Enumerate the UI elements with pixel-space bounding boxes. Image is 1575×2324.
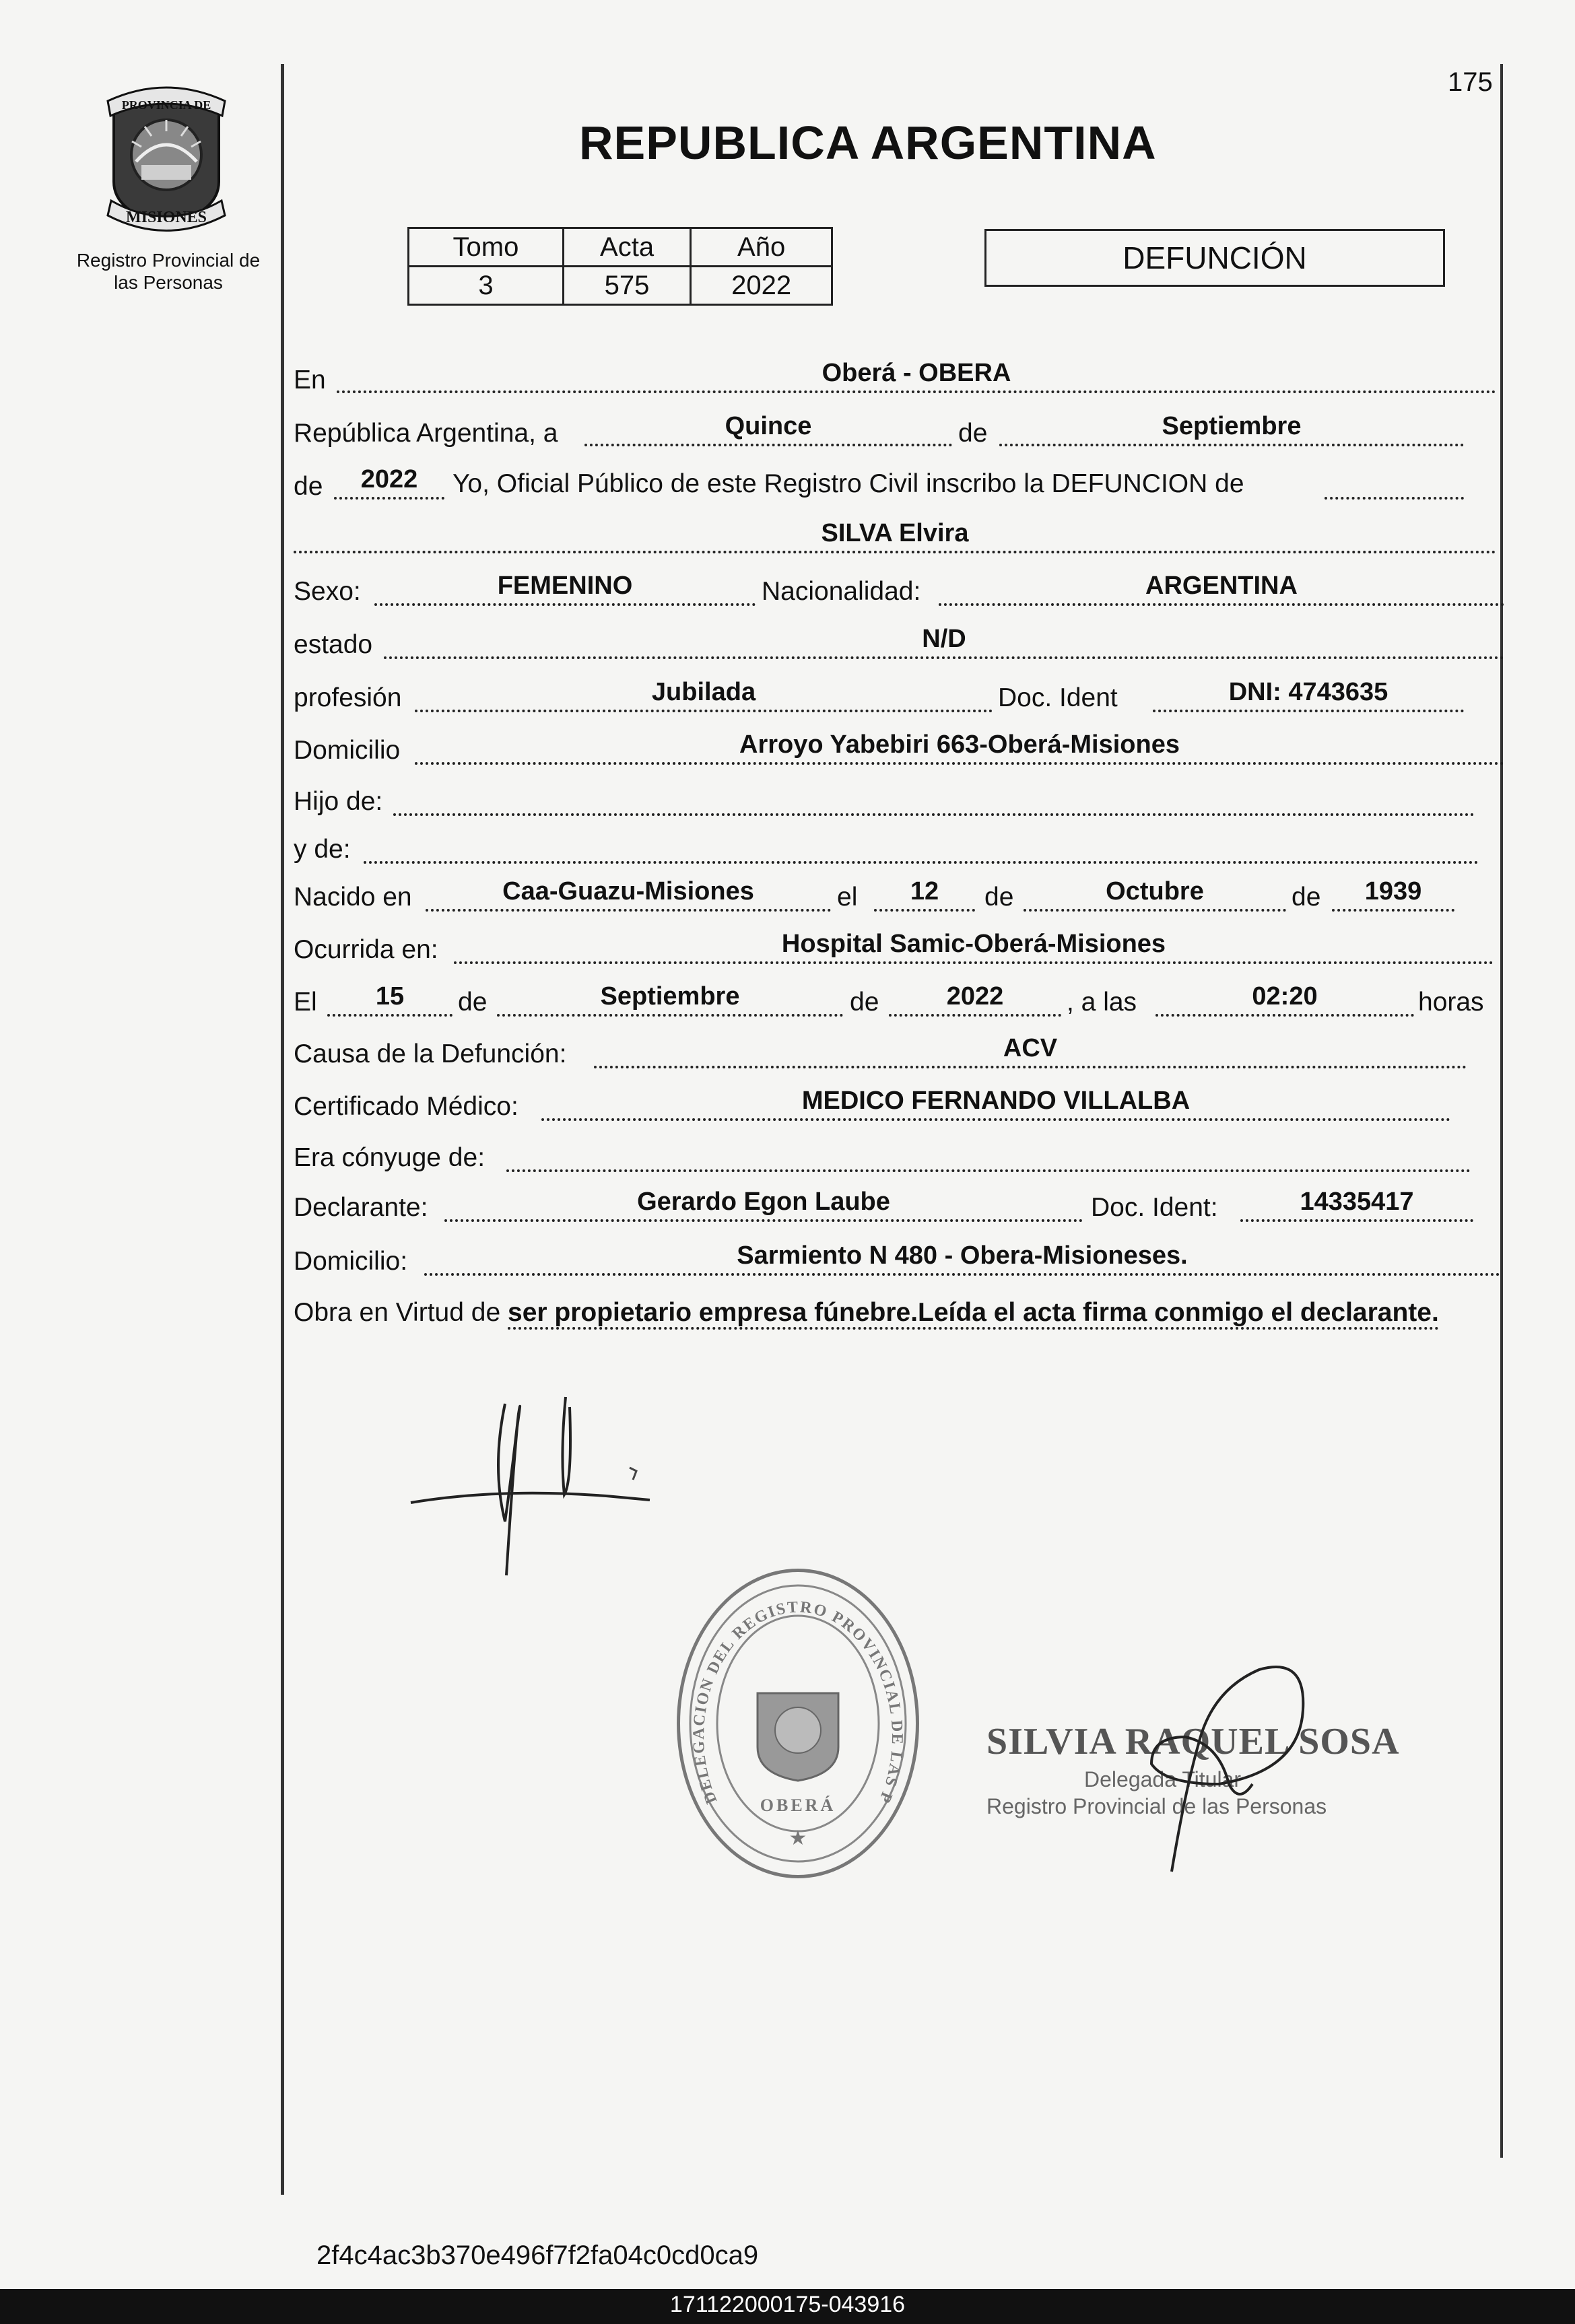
label-de-4: de <box>1292 883 1321 912</box>
field-nacionalidad: ARGENTINA <box>939 570 1504 606</box>
field-dia: Quince <box>584 410 952 446</box>
official-org: Registro Provincial de las Personas <box>986 1794 1327 1818</box>
label-el: el <box>837 883 858 912</box>
field-lugar: Oberá - OBERA <box>337 357 1496 393</box>
label-domicilio-2: Domicilio: <box>294 1247 408 1276</box>
label-de-5: de <box>458 988 488 1017</box>
label-hijo-de: Hijo de: <box>294 787 383 816</box>
field-causa: ACV <box>594 1032 1467 1068</box>
field-obra-texto: ser propietario empresa fúnebre.Leída el acta firma conmigo el declarante. <box>508 1298 1439 1330</box>
field-nombre: SILVA Elvira <box>294 517 1496 553</box>
emblem-bottom-text: MISIONES <box>125 209 207 226</box>
label-causa: Causa de la Defunción: <box>294 1039 567 1068</box>
label-de-1: de <box>958 419 988 448</box>
field-conyuge <box>506 1136 1471 1172</box>
field-declarante-domicilio: Sarmiento N 480 - Obera-Misioneses. <box>424 1239 1500 1276</box>
label-en: En <box>294 366 326 395</box>
field-domicilio: Arroyo Yabebiri 663-Oberá-Misiones <box>415 728 1504 765</box>
ref-header-acta: Acta <box>563 228 690 267</box>
reference-header-row <box>409 228 832 267</box>
label-yo-oficial: Yo, Oficial Público de este Registro Civil inscribo la DEFUNCION de <box>453 469 1244 498</box>
field-nacido-lugar: Caa-Guazu-Misiones <box>426 875 831 912</box>
official-signature <box>1084 1629 1320 1885</box>
stamp-ring-text: DELEGACION DEL REGISTRO PROVINCIAL DE LAS P <box>690 1598 906 1807</box>
reference-table <box>407 227 833 306</box>
label-El: El <box>294 988 317 1017</box>
ref-value-tomo: 3 <box>409 267 564 305</box>
emblem-top-text: PROVINCIA DE <box>121 98 211 112</box>
label-nacionalidad: Nacionalidad: <box>762 577 921 606</box>
field-hora: 02:20 <box>1155 980 1414 1017</box>
page-number: 175 <box>1448 67 1493 97</box>
label-declarante: Declarante: <box>294 1193 428 1222</box>
label-de-2: de <box>294 472 323 501</box>
field-y-de <box>364 827 1479 864</box>
label-obra-en-virtud: Obra en Virtud de <box>294 1298 501 1327</box>
org-name <box>57 249 279 294</box>
left-margin-line <box>281 64 284 2195</box>
label-conyuge: Era cónyuge de: <box>294 1143 485 1172</box>
province-emblem <box>94 81 239 232</box>
footer-code: 171122000175-043916 <box>669 2292 906 2317</box>
label-estado: estado <box>294 630 373 659</box>
label-domicilio: Domicilio <box>294 736 401 765</box>
field-blank-1 <box>1325 463 1464 500</box>
registry-stamp <box>677 1569 919 1878</box>
ref-value-anio: 2022 <box>691 267 832 305</box>
field-hijo-de <box>393 780 1475 816</box>
svg-text:★: ★ <box>789 1827 807 1849</box>
field-certificado: MEDICO FERNANDO VILLALBA <box>541 1085 1450 1121</box>
org-name-line2: las Personas <box>114 272 223 293</box>
field-nacido-anio: 1939 <box>1332 875 1454 912</box>
label-horas: horas <box>1418 988 1484 1017</box>
document-hash: 2f4c4ac3b370e496f7f2fa04c0cd0ca9 <box>316 2241 759 2270</box>
label-de-6: de <box>850 988 879 1017</box>
label-profesion: profesión <box>294 683 402 712</box>
field-estado: N/D <box>384 623 1504 659</box>
field-ocurrida-en: Hospital Samic-Oberá-Misiones <box>454 928 1494 964</box>
label-certificado: Certificado Médico: <box>294 1092 518 1121</box>
field-declarante-doc: 14335417 <box>1240 1186 1473 1222</box>
org-name-line1: Registro Provincial de <box>76 250 261 271</box>
label-doc-ident-2: Doc. Ident: <box>1091 1193 1218 1222</box>
right-margin-line <box>1500 64 1503 2158</box>
label-sexo: Sexo: <box>294 577 361 606</box>
field-nacido-mes: Octubre <box>1024 875 1286 912</box>
field-anio: 2022 <box>334 463 444 500</box>
field-mes: Septiembre <box>999 410 1464 446</box>
label-de-3: de <box>984 883 1014 912</box>
label-y-de: y de: <box>294 835 351 864</box>
label-nacido-en: Nacido en <box>294 883 412 912</box>
label-ocurrida-en: Ocurrida en: <box>294 935 438 964</box>
field-nacido-dia: 12 <box>874 875 975 912</box>
obra-en-virtud-paragraph <box>294 1295 1500 1331</box>
field-fallec-mes: Septiembre <box>497 980 843 1017</box>
declarant-signature <box>404 1387 660 1582</box>
ref-header-tomo: Tomo <box>409 228 564 267</box>
label-republica: República Argentina, a <box>294 419 558 448</box>
ref-header-anio: Año <box>691 228 832 267</box>
field-fallec-dia: 15 <box>327 980 453 1017</box>
stamp-city: OBERÁ <box>760 1796 836 1815</box>
field-doc-ident: DNI: 4743635 <box>1153 676 1464 712</box>
document-title: REPUBLICA ARGENTINA <box>579 116 1157 169</box>
field-sexo: FEMENINO <box>374 570 756 606</box>
official-name: SILVIA RAQUEL SOSA <box>986 1721 1400 1763</box>
field-profesion: Jubilada <box>415 676 993 712</box>
ref-value-acta: 575 <box>563 267 690 305</box>
reference-value-row <box>409 267 832 305</box>
label-doc-ident: Doc. Ident <box>998 683 1118 712</box>
field-fallec-anio: 2022 <box>889 980 1061 1017</box>
act-type-box: DEFUNCIÓN <box>984 229 1445 287</box>
official-role: Delegada Titular <box>1084 1767 1242 1791</box>
field-declarante: Gerardo Egon Laube <box>444 1186 1083 1222</box>
label-a-las: , a las <box>1067 988 1137 1017</box>
